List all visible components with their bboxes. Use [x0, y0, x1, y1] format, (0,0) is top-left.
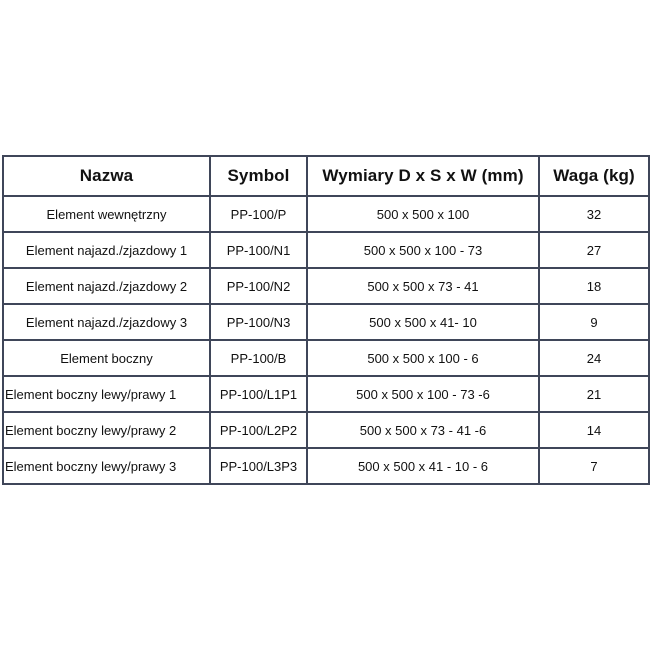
cell-dimensions: 500 x 500 x 100 - 73 -6 [307, 376, 539, 412]
cell-name: Element boczny lewy/prawy 3 [3, 448, 210, 484]
cell-name: Element najazd./zjazdowy 1 [3, 232, 210, 268]
cell-weight: 27 [539, 232, 649, 268]
cell-name: Element boczny lewy/prawy 1 [3, 376, 210, 412]
table-row [3, 340, 649, 376]
table-row [3, 412, 649, 448]
cell-weight: 18 [539, 268, 649, 304]
header-weight: Waga (kg) [539, 156, 649, 196]
header-symbol: Symbol [210, 156, 307, 196]
cell-weight: 9 [539, 304, 649, 340]
table-row [3, 268, 649, 304]
cell-dimensions: 500 x 500 x 41- 10 [307, 304, 539, 340]
cell-weight: 14 [539, 412, 649, 448]
cell-symbol: PP-100/N2 [210, 268, 307, 304]
cell-dimensions: 500 x 500 x 73 - 41 [307, 268, 539, 304]
cell-symbol: PP-100/L2P2 [210, 412, 307, 448]
header-name: Nazwa [3, 156, 210, 196]
cell-weight: 7 [539, 448, 649, 484]
cell-symbol: PP-100/B [210, 340, 307, 376]
cell-dimensions: 500 x 500 x 100 [307, 196, 539, 232]
cell-name: Element najazd./zjazdowy 2 [3, 268, 210, 304]
cell-dimensions: 500 x 500 x 100 - 6 [307, 340, 539, 376]
cell-name: Element najazd./zjazdowy 3 [3, 304, 210, 340]
table-row [3, 232, 649, 268]
table-header-row [3, 156, 649, 196]
cell-dimensions: 500 x 500 x 100 - 73 [307, 232, 539, 268]
cell-dimensions: 500 x 500 x 73 - 41 -6 [307, 412, 539, 448]
cell-symbol: PP-100/N1 [210, 232, 307, 268]
cell-dimensions: 500 x 500 x 41 - 10 - 6 [307, 448, 539, 484]
table-row [3, 448, 649, 484]
cell-symbol: PP-100/P [210, 196, 307, 232]
table-row [3, 376, 649, 412]
cell-weight: 32 [539, 196, 649, 232]
cell-weight: 24 [539, 340, 649, 376]
cell-weight: 21 [539, 376, 649, 412]
table-row [3, 196, 649, 232]
header-dimensions: Wymiary D x S x W (mm) [307, 156, 539, 196]
cell-name: Element boczny lewy/prawy 2 [3, 412, 210, 448]
cell-symbol: PP-100/N3 [210, 304, 307, 340]
cell-name: Element wewnętrzny [3, 196, 210, 232]
table-row [3, 304, 649, 340]
cell-symbol: PP-100/L3P3 [210, 448, 307, 484]
cell-symbol: PP-100/L1P1 [210, 376, 307, 412]
product-spec-table [2, 155, 650, 485]
cell-name: Element boczny [3, 340, 210, 376]
